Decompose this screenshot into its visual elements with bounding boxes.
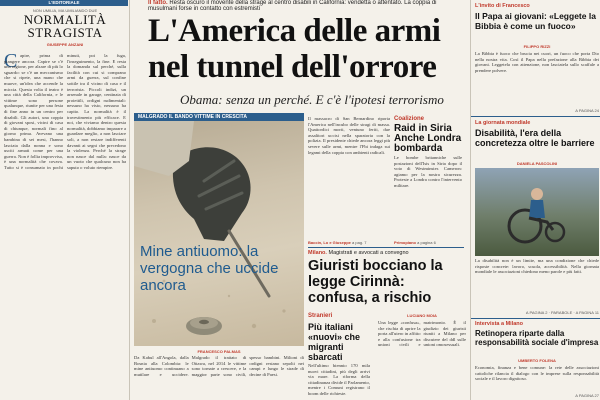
main-headline-line-1[interactable]: L'America delle armi	[148, 13, 441, 49]
editorial-column	[0, 0, 130, 400]
syria-headline[interactable]: Raid in Siria Anche Londra bombarda	[394, 123, 462, 154]
stranieri-body: Nell'ultimo biennio 170 mila nuovi cittadini, più degli arrivi via mare. La riforma della cittadinanza divide il Parlamento, mentre i Comuni registrano il boom delle richieste.	[308, 363, 370, 396]
main-kicker-label: Il fatto.	[148, 0, 168, 6]
stranieri-label: Stranieri	[308, 313, 333, 319]
photo-bar: MALGRADO IL BANDO VITTIME IN CRESCITA	[134, 113, 304, 121]
main-headline-line-2[interactable]: nel tunnel dell'orrore	[148, 49, 437, 85]
retinopera-label: Intervista a Milano	[475, 321, 523, 327]
photo-body: Da Kabul all'Angola, dalla Bosnia alla Colombia: le mine antiuomo continuano a mutilare e uccidere. Malgrado il trattato di Ottawa, nel 2014 le vittime sono tornate a crescere, e la maggior parte sono civili, spesso bambini. Milioni di ordigni restano sepolti nei campi e lungo le strade di decine di Paesi.	[134, 355, 304, 377]
right-column	[470, 0, 600, 400]
syria-label: Coalizione	[394, 116, 425, 122]
right-rule-1	[471, 116, 600, 117]
disability-body: La disabilità non è un limite, ma una condizione che chiede risposte concrete: lavoro, scuola, accessibilità. Nella giornata mondiale le associazioni chiedono meno parole e più fatti.	[475, 258, 599, 275]
main-kicker	[148, 0, 460, 11]
editorial-drop-cap: C	[4, 50, 18, 72]
retinopera-author: UMBERTO FOLENA	[518, 358, 556, 363]
cirinna-kicker-text: Magistrati e avvocati a convegno	[328, 250, 409, 256]
editorial-title: NORMALITÀ STRAGISTA	[23, 12, 107, 40]
photo-headline[interactable]: Mine antiuomo: la vergogna che uccide ancora	[140, 243, 279, 294]
disability-ref: A PAGINA 2 · PARABOLE · A PAGINA 11	[525, 310, 599, 315]
main-story-credit-name: Baccin, Lo e Giuseppe	[308, 240, 351, 245]
pope-author: FILIPPO RIZZI	[523, 44, 551, 49]
pope-label: L'invito di Francesco	[475, 3, 530, 9]
disability-photo-illustration	[475, 168, 599, 256]
main-subhead: Obama: senza un perché. E c'è l'ipotesi terrorismo	[180, 92, 444, 107]
cirinna-author: LUCIANO MOIA	[407, 313, 437, 318]
syria-credit	[394, 240, 464, 245]
editorial-section-bar: L'EDITORIALE	[0, 0, 128, 6]
retinopera-ref: A PAGINA 27	[575, 393, 599, 398]
cirinna-headline[interactable]: Giuristi bocciano la legge Cirinnà: confusa, a rischio	[308, 258, 443, 306]
photo-author: FRANCESCO PALMAS	[197, 349, 241, 354]
main-kicker-text: Resta oscuro il movente della strage al centro disabili in California: vendetta o attentato. La coppia di musulmani forse in contatto con estremisti	[148, 0, 437, 11]
stranieri-headline[interactable]: Più italiani «nuovi» che migranti sbarcati	[308, 322, 361, 362]
editorial-body: apire, prima di piangere ancora. Capire se c'è una ragione, per alzare di più lo sguardo: se c'è un meccanismo che si ripete, una mano che muove, un'idea che accende la miccia. Questa volta il teatro è una città della California, e le vittime sono persone qualunque, riunite per una festa di fine anno in un centro per disabili. Gli autori, una coppia di giovani sposi, vicini di casa di chiunque, normali fino al giorno prima. Avevano una bambina di sei mesi, l'hanno lasciata dalla nonna e sono usciti armati come per una guerra. Non è follia improvvisa, è una normalità che covava. Tutto si è consumato in pochi minuti, poi la fuga, l'inseguimento, la fine. E resta la domanda sul perché, sulla facilità con cui si comprano armi da guerra, sul confine sottile tra il vicino di casa e il terrorista. Piccoli indizi, un arsenale in garage, centinaia di proiettili, ordigni rudimentali: nessuno ha visto, nessuno ha capito. La normalità è il travestimento più efficace. E noi, che viviamo dentro questa normalità, dobbiamo imparare a guardare meglio, a non lasciare soli, a non restare indifferenti davanti ai segni che precedono la violenza. Perché la strage non nasce dal nulla: nasce da un vuoto che qualcuno non ha saputo o voluto riempire.	[4, 53, 126, 170]
pope-ref: A PAGINA 24	[575, 108, 599, 113]
cirinna-body: Una legge «confusa», che rischia di aprire la porta all'utero in affitto e alla confusione tra unioni civili e matrimonio. È il giudizio dei giuristi riuniti a Milano per discutere del ddl sulle unioni omosessuali.	[378, 320, 466, 348]
main-story-credit	[308, 240, 390, 245]
cirinna-kicker	[308, 250, 464, 256]
disability-headline[interactable]: Disabilità, l'era della concretezza oltre le barriere	[475, 128, 595, 148]
syria-body: Le bombe britanniche sulle postazioni dell'Isis in Siria dopo il voto di Westminster. Cameron: agiamo per la nostra sicurezza. Proteste a Londra contro l'intervento militare.	[394, 155, 462, 188]
main-story-body: Il massacro di San Bernardino riporta l'America nell'incubo delle stragi di massa. Quattordici morti, ventuno feriti, due assalitori uccisi nella sparatoria con la polizia. Il presidente chiede ancora leggi più severe sulle armi, mentre l'Fbi indaga sui legami della coppia con ambienti radicali.	[308, 116, 390, 155]
editorial-author: GIUSEPPE ANZANI	[46, 42, 84, 47]
right-rule-2	[471, 318, 600, 319]
disability-author: DANIELA PASCOLINI	[516, 161, 558, 166]
disability-photo[interactable]	[475, 168, 599, 256]
disability-label: La giornata mondiale	[475, 120, 531, 126]
syria-credit-page: a pagina 6	[417, 240, 436, 245]
main-story-credit-page: a pag. 7	[352, 240, 367, 245]
retinopera-headline[interactable]: Retinopera riparte dalla responsabilità sociale d'impresa	[475, 329, 599, 347]
retinopera-body: Economia, finanza e bene comune: la rete delle associazioni cattoliche rilancia il dialogo con le imprese sulla responsabilità sociale e il lavoro dignitoso.	[475, 365, 599, 382]
pope-headline[interactable]: Il Papa ai giovani: «Leggete la Bibbia è come un fuoco»	[475, 11, 596, 31]
mine-photo[interactable]	[134, 121, 304, 346]
cirinna-top-rule	[308, 247, 464, 248]
mine-photo-illustration	[134, 121, 304, 346]
syria-credit-name: Primopiano	[394, 240, 417, 245]
cirinna-kicker-label: Milano.	[308, 250, 327, 256]
editorial-top-note: NON UMILIA, MA UMILIANDO DUE	[32, 8, 98, 13]
pope-body: La Bibbia è fuoco che brucia nei cuori, un fuoco che porta Dio nella nostra vita. Così il Papa nella prefazione alla Bibbia dei giovani. Leggetela con attenzione, non lasciatela sullo scaffale a prendere polvere.	[475, 51, 599, 73]
